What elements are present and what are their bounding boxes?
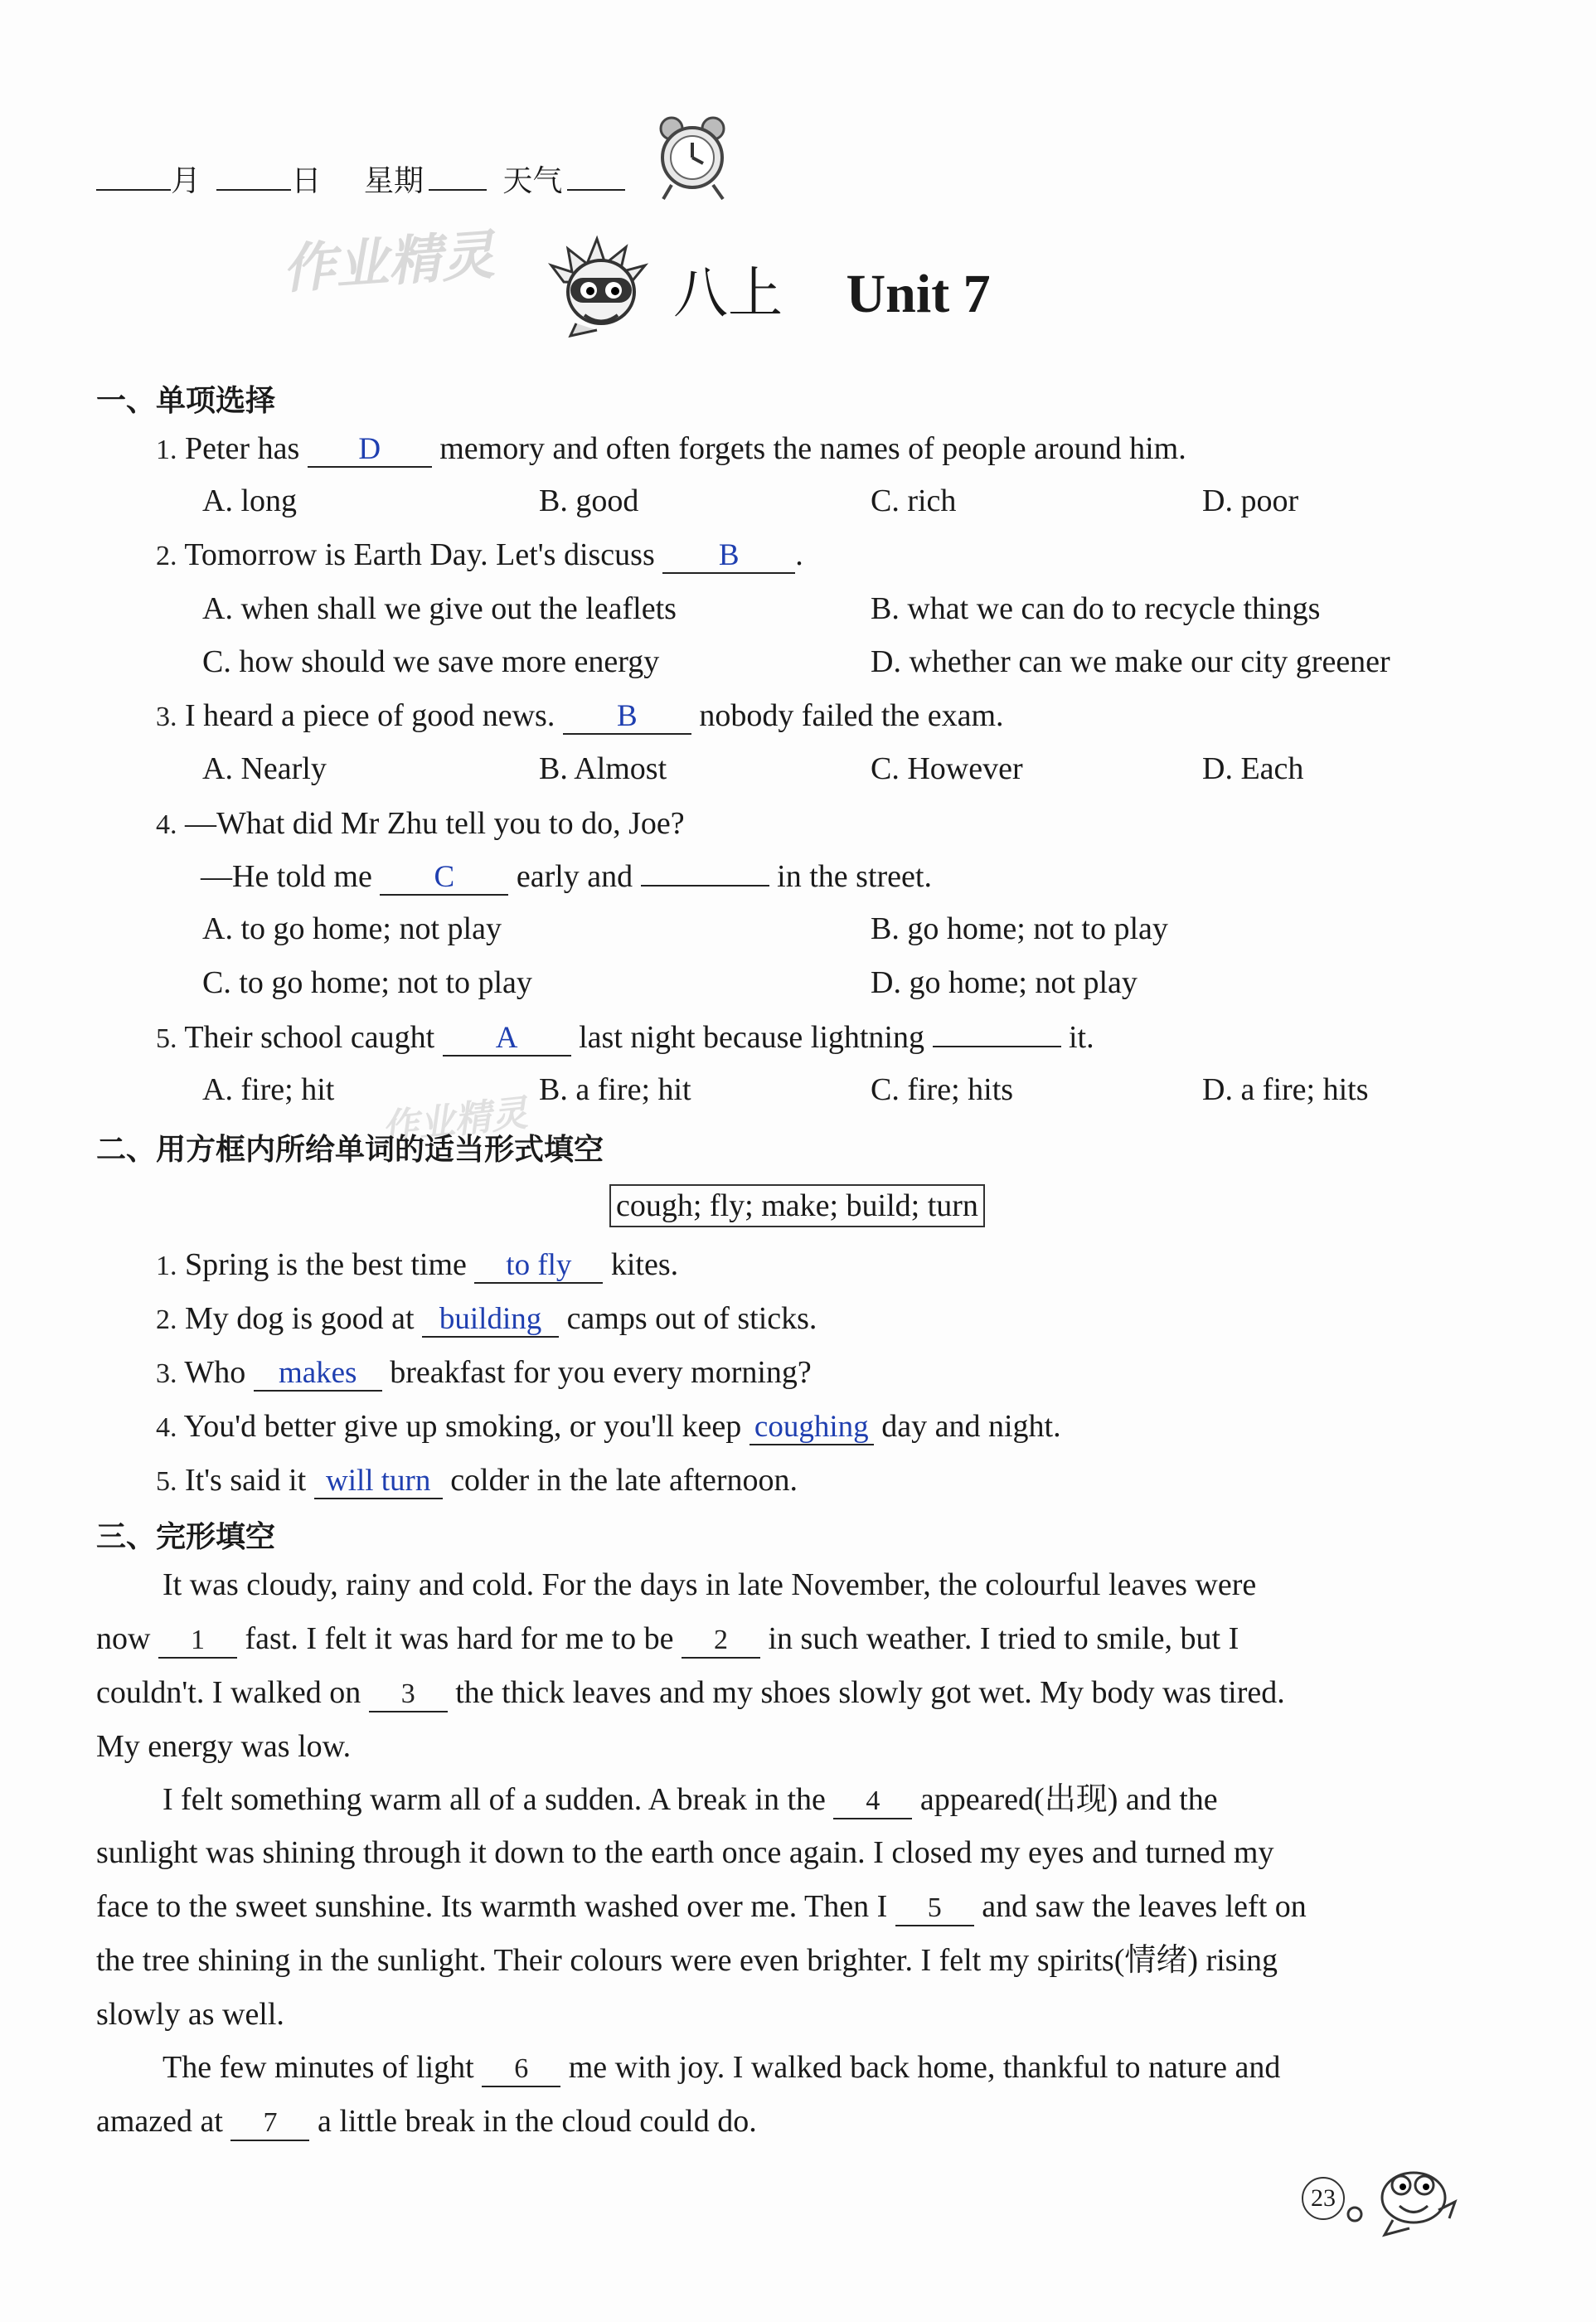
alarm-clock-icon (647, 112, 738, 203)
weekday-blank[interactable] (429, 189, 487, 191)
s1-q4-option-b[interactable]: B. go home; not to play (871, 911, 1168, 946)
s1-q1: 1. Peter has D memory and often forgets the names of people around him. (156, 431, 1186, 466)
s2-q2: 2. My dog is good at building camps out of sticks. (156, 1301, 817, 1336)
s1-q4-line2: —He told me C early and in the street. (201, 859, 932, 894)
s1-q2-answer-blank[interactable]: B (662, 538, 795, 574)
s2-q4: 4. You'd better give up smoking, or you'll keep coughing day and night. (156, 1409, 1061, 1444)
cloze-blank-3[interactable]: 3 (369, 1676, 448, 1712)
s1-q2: 2. Tomorrow is Earth Day. Let's discuss B . (156, 537, 803, 572)
day-blank[interactable] (216, 189, 291, 191)
s2-q1-answer-blank[interactable]: to fly (474, 1248, 603, 1284)
s3-p1-line4: My energy was low. (96, 1729, 352, 1764)
s2-q5-answer-blank[interactable]: will turn (314, 1464, 443, 1499)
s1-q5-answer-blank[interactable]: A (443, 1021, 571, 1057)
s1-q2-option-b[interactable]: B. what we can do to recycle things (871, 591, 1321, 626)
word-box: cough; fly; make; build; turn (609, 1184, 985, 1227)
s1-q4-option-c[interactable]: C. to go home; not to play (202, 965, 532, 1000)
cloze-blank-1[interactable]: 1 (158, 1622, 237, 1659)
s3-p2-line3: face to the sweet sunshine. Its warmth washed over me. Then I 5 and saw the leaves left on (96, 1887, 1307, 1926)
grade-label: 八上 (673, 261, 783, 325)
s1-q1-option-b[interactable]: B. good (539, 483, 639, 518)
s1-q3-option-b[interactable]: B. Almost (539, 751, 667, 786)
s1-q4-line1: 4. —What did Mr Zhu tell you to do, Joe? (156, 806, 685, 841)
s3-p3-line1: The few minutes of light 6 me with joy. I walked back home, thankful to nature and (163, 2048, 1280, 2087)
weather-blank[interactable] (567, 189, 625, 191)
mascot-icon (547, 232, 655, 340)
s1-q3-answer-blank[interactable]: B (563, 699, 691, 735)
s1-q3-option-a[interactable]: A. Nearly (202, 751, 327, 786)
watermark-text-2: 作业精灵 (380, 1091, 530, 1150)
s1-q5-second-blank[interactable] (933, 1046, 1061, 1047)
s3-p1-line3: couldn't. I walked on 3 the thick leaves and my shoes slowly got wet. My body was tired. (96, 1673, 1285, 1712)
s1-q1-option-c[interactable]: C. rich (871, 483, 957, 518)
s1-q5-option-d[interactable]: D. a fire; hits (1202, 1072, 1369, 1107)
cloze-blank-5[interactable]: 5 (895, 1890, 974, 1926)
s1-q2-option-a[interactable]: A. when shall we give out the leaflets (202, 591, 677, 626)
s1-q1-option-a[interactable]: A. long (202, 483, 297, 518)
s2-q3: 3. Who makes breakfast for you every morning? (156, 1355, 812, 1390)
unit-label: Unit 7 (846, 264, 991, 324)
s2-q1: 1. Spring is the best time to fly kites. (156, 1247, 679, 1282)
page-number: 23 (1302, 2177, 1345, 2220)
s1-q4-option-a[interactable]: A. to go home; not play (202, 911, 502, 946)
s1-q4-option-d[interactable]: D. go home; not play (871, 965, 1138, 1000)
s1-q3-option-d[interactable]: D. Each (1202, 751, 1304, 786)
s3-p1-line2: now 1 fast. I felt it was hard for me to be 2 in such weather. I tried to smile, but I (96, 1620, 1239, 1659)
s2-q4-answer-blank[interactable]: coughing (749, 1410, 874, 1445)
s3-p1-line1: It was cloudy, rainy and cold. For the days in late November, the colourful leaves were (163, 1567, 1257, 1602)
s3-p3-line2: amazed at 7 a little break in the cloud could do. (96, 2102, 757, 2141)
s2-q2-answer-blank[interactable]: building (422, 1302, 559, 1338)
cloze-blank-7[interactable]: 7 (230, 2105, 309, 2141)
cloze-blank-4[interactable]: 4 (833, 1783, 912, 1819)
s1-q2-option-d[interactable]: D. whether can we make our city greener (871, 644, 1390, 679)
s3-p2-line5: slowly as well. (96, 1997, 284, 2032)
month-blank[interactable] (96, 189, 171, 191)
page-title (673, 249, 991, 328)
s1-q2-option-c[interactable]: C. how should we save more energy (202, 644, 660, 679)
section1-title: 一、单项选择 (96, 384, 276, 418)
s1-q4-answer-blank[interactable]: C (380, 860, 508, 896)
section3-title: 三、完形填空 (96, 1520, 276, 1554)
day-label: 日 (291, 164, 322, 198)
date-line (96, 158, 625, 200)
cloze-blank-6[interactable]: 6 (482, 2051, 560, 2087)
weekday-label: 星期 (363, 164, 424, 198)
s1-q1-option-d[interactable]: D. poor (1202, 483, 1299, 518)
s3-p2-line2: sunlight was shining through it down to the earth once again. I closed my eyes and turned my (96, 1835, 1274, 1870)
weather-label: 天气 (502, 164, 563, 198)
cloze-blank-2[interactable]: 2 (682, 1622, 760, 1659)
s1-q5-option-c[interactable]: C. fire; hits (871, 1072, 1014, 1107)
watermark-text: 作业精灵 (280, 225, 497, 301)
mascot-footer-icon (1343, 2152, 1467, 2243)
s1-q3-option-c[interactable]: C. However (871, 751, 1023, 786)
s2-q5: 5. It's said it will turn colder in the late afternoon. (156, 1463, 798, 1498)
s1-q3: 3. I heard a piece of good news. B nobody failed the exam. (156, 698, 1004, 733)
s1-q5-option-a[interactable]: A. fire; hit (202, 1072, 335, 1107)
s1-q5-option-b[interactable]: B. a fire; hit (539, 1072, 691, 1107)
s2-q3-answer-blank[interactable]: makes (254, 1356, 382, 1392)
month-label: 月 (171, 164, 201, 198)
s1-q5: 5. Their school caught A last night because lightning it. (156, 1020, 1094, 1055)
s1-q1-answer-blank[interactable]: D (308, 432, 432, 468)
section2-title: 二、用方框内所给单词的适当形式填空 (96, 1133, 604, 1167)
s3-p2-line4: the tree shining in the sunlight. Their colours were even brighter. I felt my spirits(情绪) rising (96, 1943, 1278, 1978)
s1-q4-second-blank[interactable] (641, 885, 769, 887)
s3-p2-line1: I felt something warm all of a sudden. A break in the 4 appeared(出现) and the (163, 1780, 1218, 1819)
